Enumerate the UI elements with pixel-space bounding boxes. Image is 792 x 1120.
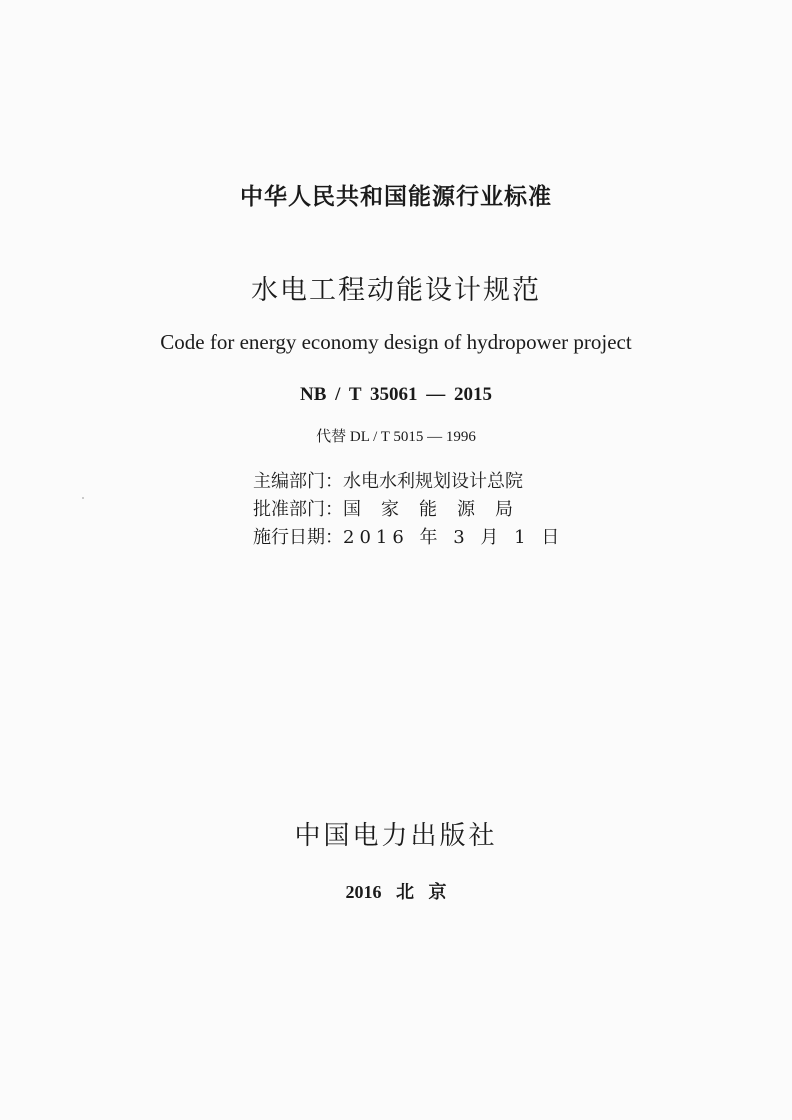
replaces-standard: 代替 DL / T 5015 — 1996 bbox=[316, 429, 476, 445]
title-chinese: 水电工程动能设计规范 bbox=[251, 275, 541, 306]
effective-date-row bbox=[253, 524, 564, 552]
standard-number: NB / T 35061 — 2015 bbox=[300, 384, 492, 405]
effective-date-label: 施行日期： bbox=[253, 527, 343, 548]
editor-row bbox=[253, 468, 564, 496]
standard-category: 中华人民共和国能源行业标准 bbox=[240, 184, 552, 210]
editor-value: 水电水利规划设计总院 bbox=[343, 471, 523, 492]
editor-label: 主编部门： bbox=[253, 471, 343, 492]
effective-date-value: 2016 年 3 月 1 日 bbox=[343, 527, 565, 548]
approver-row bbox=[253, 496, 564, 524]
title-english: Code for energy economy design of hydropower project bbox=[160, 330, 632, 354]
info-block bbox=[253, 468, 564, 552]
approver-label: 批准部门： bbox=[253, 499, 343, 520]
publisher: 中国电力出版社 bbox=[294, 821, 498, 851]
scan-speck bbox=[82, 497, 84, 499]
publication-place-year: 2016 北 京 bbox=[345, 882, 447, 902]
approver-value: 国家能源局 bbox=[343, 499, 533, 520]
